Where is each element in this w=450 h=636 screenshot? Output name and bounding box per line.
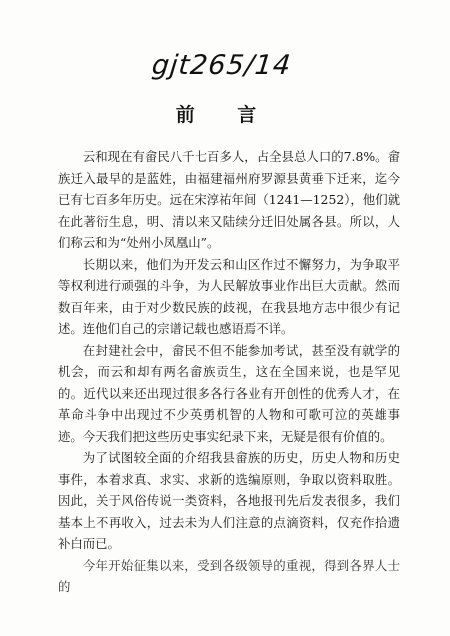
paragraph-1: 云和现在有畲民八千七百多人，占全县总人口的7.8%。畲族迁入最早的是蓝姓，由福建福州府罗源县黄垂下迁来，迄今已有七百多年历史。远在宋淳祐年间（1241—1252），他们就在此著衍生息，明、清以来又陆续分迁旧处属各县。所以，人们称云和为“处州小凤凰山”。 [58,149,400,250]
paragraph-2: 长期以来，他们为开发云和山区作过不懈努力，为争取平等权利进行顽强的斗争，为人民解放事业作出巨大贡献。然而数百年来，由于对少数民族的歧视，在我县地方志中很少有记述。连他们自己的宗谱记载也感语焉不详。 [58,256,400,336]
handwritten-catalog-mark: gjt265/14 [150,50,293,81]
paragraph-4: 为了试图较全面的介绍我县畲族的历史，历史人物和历史事件，本着求真、求实、求新的选编原则，争取以资料取胜。因此，关于风俗传说一类资料，各地报刊先后发表很多，我们基本上不再收入，过去未为人们注意的点滴资料，仅充作拾遗补白而已。 [58,450,400,551]
page-title: 前 言 [175,104,275,126]
document-body [58,146,400,598]
paragraph-3: 在封建社会中，畲民不但不能参加考试，甚至没有就学的机会，而云和却有两名畲族贡生，这在全国来说，也是罕见的。近代以来还出现过很多各行各业有开创性的优秀人才，在革命斗争中出现过不少英勇机智的人物和可歌可泣的英雄事迹。今天我们把这些历史事实纪录下来，无疑是很有价值的。 [58,342,400,444]
paragraph-5: 今年开始征集以来，受到各级领导的重视，得到各界人士的 [58,557,400,594]
